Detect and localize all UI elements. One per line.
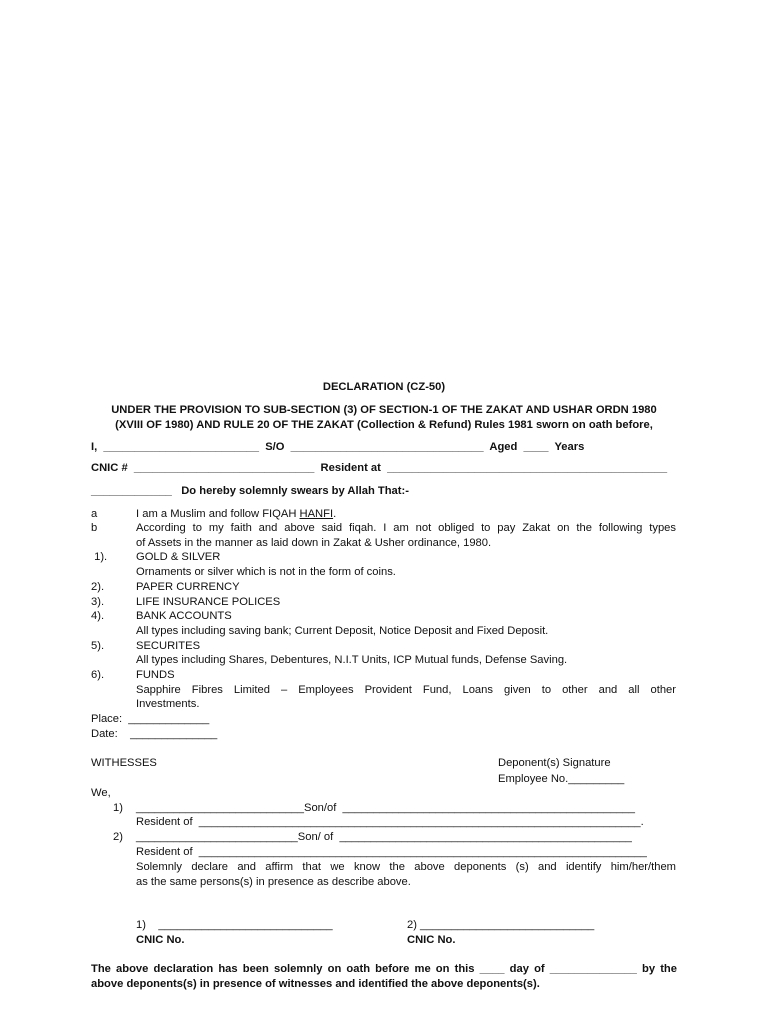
signature-2-line: 2) ____________________________: [407, 919, 595, 931]
item-4-desc: All types including saving bank; Current Deposit, Notice Deposit and Fixed Deposit.: [136, 625, 549, 637]
witness-1-son-of: ___________________________Son/of _______________________________________________: [136, 802, 635, 814]
witness-1-resident: Resident of _______________________________________________________________________.: [136, 816, 644, 828]
item-6-desc-line-2: Investments.: [136, 698, 200, 710]
item-2-label: PAPER CURRENCY: [136, 581, 240, 593]
witness-2-son-of: __________________________Son/ of _______________________________________________: [136, 831, 632, 843]
item-3-label: LIFE INSURANCE POLICES: [136, 596, 281, 608]
affirm-line-1: Solemnly declare and affirm that we know the above deponents (s) and identify him/her/them: [136, 861, 676, 873]
subtitle-line-2: (XVIII OF 1980) AND RULE 20 OF THE ZAKAT (Collection & Refund) Rules 1981 sworn on oath before,: [115, 419, 653, 431]
item-5-label: SECURITES: [136, 640, 201, 652]
clause-a-text-after: .: [333, 508, 337, 520]
item-6-desc-line-1: Sapphire Fibres Limited – Employees Provident Fund, Loans given to other and all other: [136, 684, 676, 696]
final-line-1: The above declaration has been solemnly on oath before me on this ____ day of ______________ by the: [91, 963, 677, 975]
item-1-label: GOLD & SILVER: [136, 551, 221, 563]
item-2-marker: 2).: [91, 581, 105, 593]
signature-2-cnic: CNIC No.: [407, 934, 456, 946]
we-label: We,: [91, 787, 111, 799]
witness-2-resident: Resident of ________________________________________________________________________: [136, 846, 647, 858]
affirm-line-2: as the same persons(s) in presence as describe above.: [136, 876, 411, 888]
clause-b-marker: b: [91, 522, 98, 534]
item-3-marker: 3).: [91, 596, 105, 608]
document-title: DECLARATION (CZ-50): [322, 381, 446, 393]
swear-line: _____________ Do hereby solemnly swears by Allah That:-: [91, 485, 409, 497]
employee-no-field: Employee No._________: [498, 773, 625, 785]
witnesses-label: WITHESSES: [91, 757, 157, 769]
clause-a-marker: a: [91, 508, 98, 520]
item-1-marker: 1).: [91, 551, 108, 563]
clause-b-line-2: of Assets in the manner as laid down in Zakat & Usher ordinance, 1980.: [136, 537, 492, 549]
clause-a-text: [136, 507, 336, 521]
date-field: Date: ______________: [91, 728, 218, 740]
deponent-signature-label: Deponent(s) Signature: [498, 757, 611, 769]
item-4-marker: 4).: [91, 610, 105, 622]
final-line-2: above deponents(s) in presence of witnesses and identified the above deponents(s).: [91, 978, 540, 990]
item-4-label: BANK ACCOUNTS: [136, 610, 232, 622]
item-6-label: FUNDS: [136, 669, 175, 681]
cnic-line: CNIC # _____________________________ Resident at _____________________________________________: [91, 462, 668, 474]
clause-b-line-1: According to my faith and above said fiqah. I am not obliged to pay Zakat on the following types: [136, 522, 676, 534]
witness-1-marker: 1): [113, 802, 123, 814]
item-1-desc: Ornaments or silver which is not in the form of coins.: [136, 566, 396, 578]
clause-a-fiqah: HANFI: [299, 508, 334, 520]
name-line: I, _________________________ S/O _______________________________ Aged ____ Years: [91, 441, 585, 453]
witness-2-marker: 2): [113, 831, 123, 843]
signature-1-line: 1) ____________________________: [136, 919, 333, 931]
item-5-marker: 5).: [91, 640, 105, 652]
clause-a-text-before: I am a Muslim and follow FIQAH: [136, 508, 300, 520]
item-5-desc: All types including Shares, Debentures, N.I.T Units, ICP Mutual funds, Defense Saving.: [136, 654, 568, 666]
item-6-marker: 6).: [91, 669, 105, 681]
subtitle-line-1: UNDER THE PROVISION TO SUB-SECTION (3) OF SECTION-1 OF THE ZAKAT AND USHAR ORDN 1980: [111, 404, 657, 416]
signature-1-cnic: CNIC No.: [136, 934, 185, 946]
place-field: Place: _____________: [91, 713, 210, 725]
